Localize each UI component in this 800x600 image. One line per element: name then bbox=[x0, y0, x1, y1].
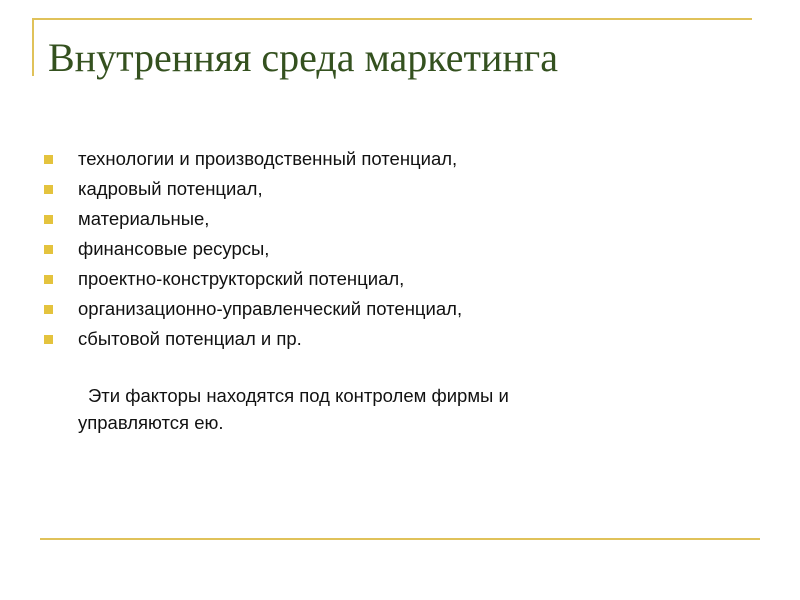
bullet-text: технологии и производственный потенциал, bbox=[78, 148, 458, 169]
list-item bbox=[44, 174, 462, 204]
list-item bbox=[44, 144, 462, 174]
list-item bbox=[44, 234, 462, 264]
square-bullet-icon bbox=[44, 335, 53, 344]
top-decorative-rule bbox=[32, 18, 752, 20]
bottom-decorative-rule bbox=[40, 538, 760, 540]
note-line-1: Эти факторы находятся под контролем фирмы и bbox=[88, 385, 509, 406]
bullet-text: сбытовой потенциал и пр. bbox=[78, 328, 302, 349]
list-item bbox=[44, 204, 462, 234]
left-decorative-rule bbox=[32, 18, 34, 76]
square-bullet-icon bbox=[44, 215, 53, 224]
list-item bbox=[44, 324, 462, 354]
list-item bbox=[44, 264, 462, 294]
summary-note bbox=[78, 382, 678, 436]
bullet-text: материальные, bbox=[78, 208, 210, 229]
list-item bbox=[44, 294, 462, 324]
square-bullet-icon bbox=[44, 245, 53, 254]
note-line-2: управляются ею. bbox=[78, 412, 224, 433]
bullet-text: финансовые ресурсы, bbox=[78, 238, 270, 259]
square-bullet-icon bbox=[44, 305, 53, 314]
slide-title: Внутренняя среда маркетинга bbox=[48, 35, 558, 80]
bullet-text: проектно-конструкторский потенциал, bbox=[78, 268, 405, 289]
square-bullet-icon bbox=[44, 155, 53, 164]
bullet-text: кадровый потенциал, bbox=[78, 178, 263, 199]
square-bullet-icon bbox=[44, 185, 53, 194]
square-bullet-icon bbox=[44, 275, 53, 284]
bullet-list bbox=[44, 144, 462, 354]
bullet-text: организационно-управленческий потенциал, bbox=[78, 298, 463, 319]
